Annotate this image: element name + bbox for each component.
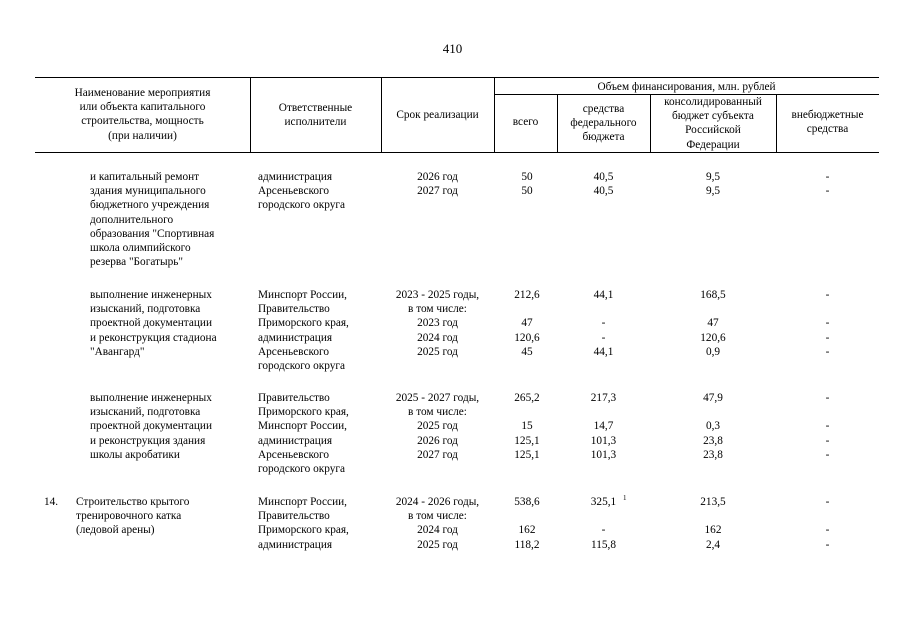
row-responsible: Правительство Приморского края, Минспорт России, администрация Арсеньевского городского округа (258, 392, 349, 476)
row-federal: 44,1 - - 44,1 (593, 289, 614, 358)
row-terms: 2025 - 2027 годы, в том числе: 2025 год 2026 год 2027 год (395, 392, 480, 461)
row-regional: 213,5 162 2,4 (700, 496, 726, 551)
row-regional: 47,9 0,3 23,8 23,8 (703, 392, 723, 461)
header-term-column: Срок реализации (396, 109, 479, 121)
header-responsible-column: Ответственные исполнители (278, 102, 353, 129)
header-total-column: всего (512, 116, 539, 128)
row-federal: 217,3 14,7 101,3 101,3 (590, 392, 617, 461)
row-extra: - - - - (825, 392, 830, 461)
row-name: выполнение инженерных изысканий, подготовка проектной документации и реконструкция здания школы акробатики (90, 392, 212, 461)
row-total: 50 50 (521, 171, 533, 198)
header-extra-column: внебюджетные средства (791, 109, 864, 136)
row-regional: 9,5 9,5 (705, 171, 721, 198)
row-federal: 325,1 - 115,8 (590, 496, 617, 551)
header-name-column: Наименование мероприятия или объекта капитального строительства, мощность (при наличии) (74, 87, 211, 142)
row-terms: 2023 - 2025 годы, в том числе: 2023 год 2024 год 2025 год (395, 289, 480, 358)
table-top-rule (35, 77, 879, 78)
row-terms: 2024 - 2026 годы, в том числе: 2024 год 2025 год (395, 496, 480, 551)
row-responsible: администрация Арсеньевского городского округа (258, 171, 346, 212)
row-number: 14. (44, 496, 59, 508)
row-extra: - - - - (825, 289, 830, 358)
page-number: 410 (442, 41, 463, 56)
row-total: 212,6 47 120,6 45 (514, 289, 540, 358)
table-header-bottom-rule (35, 152, 879, 153)
row-total: 538,6 162 118,2 (514, 496, 540, 551)
row-name: выполнение инженерных изысканий, подготовка проектной документации и реконструкция стадиона "Авангард" (90, 289, 217, 358)
header-regional-column: консолидированный бюджет субъекта Российской Федерации (664, 96, 762, 151)
row-federal: 40,5 40,5 (593, 171, 614, 198)
header-financing-group: Объем финансирования, млн. рублей (597, 81, 776, 93)
row-extra: - - - (825, 496, 830, 551)
header-federal-column: средства федерального бюджета (570, 103, 637, 144)
row-name: и капитальный ремонт здания муниципального бюджетного учреждения дополнительного образования "Спортивная школа олимпийского резерва "Богатырь" (90, 171, 215, 269)
row-terms: 2026 год 2027 год (417, 171, 458, 198)
row-responsible: Минспорт России, Правительство Приморского края, администрация Арсеньевского городского округа (258, 289, 349, 373)
row-name: Строительство крытого тренировочного катка (ледовой арены) (76, 496, 190, 537)
row-responsible: Минспорт России, Правительство Приморского края, администрация (258, 496, 349, 551)
row-regional: 168,5 47 120,6 0,9 (700, 289, 726, 358)
row-extra: - - (825, 171, 830, 198)
row-total: 265,2 15 125,1 125,1 (514, 392, 540, 461)
